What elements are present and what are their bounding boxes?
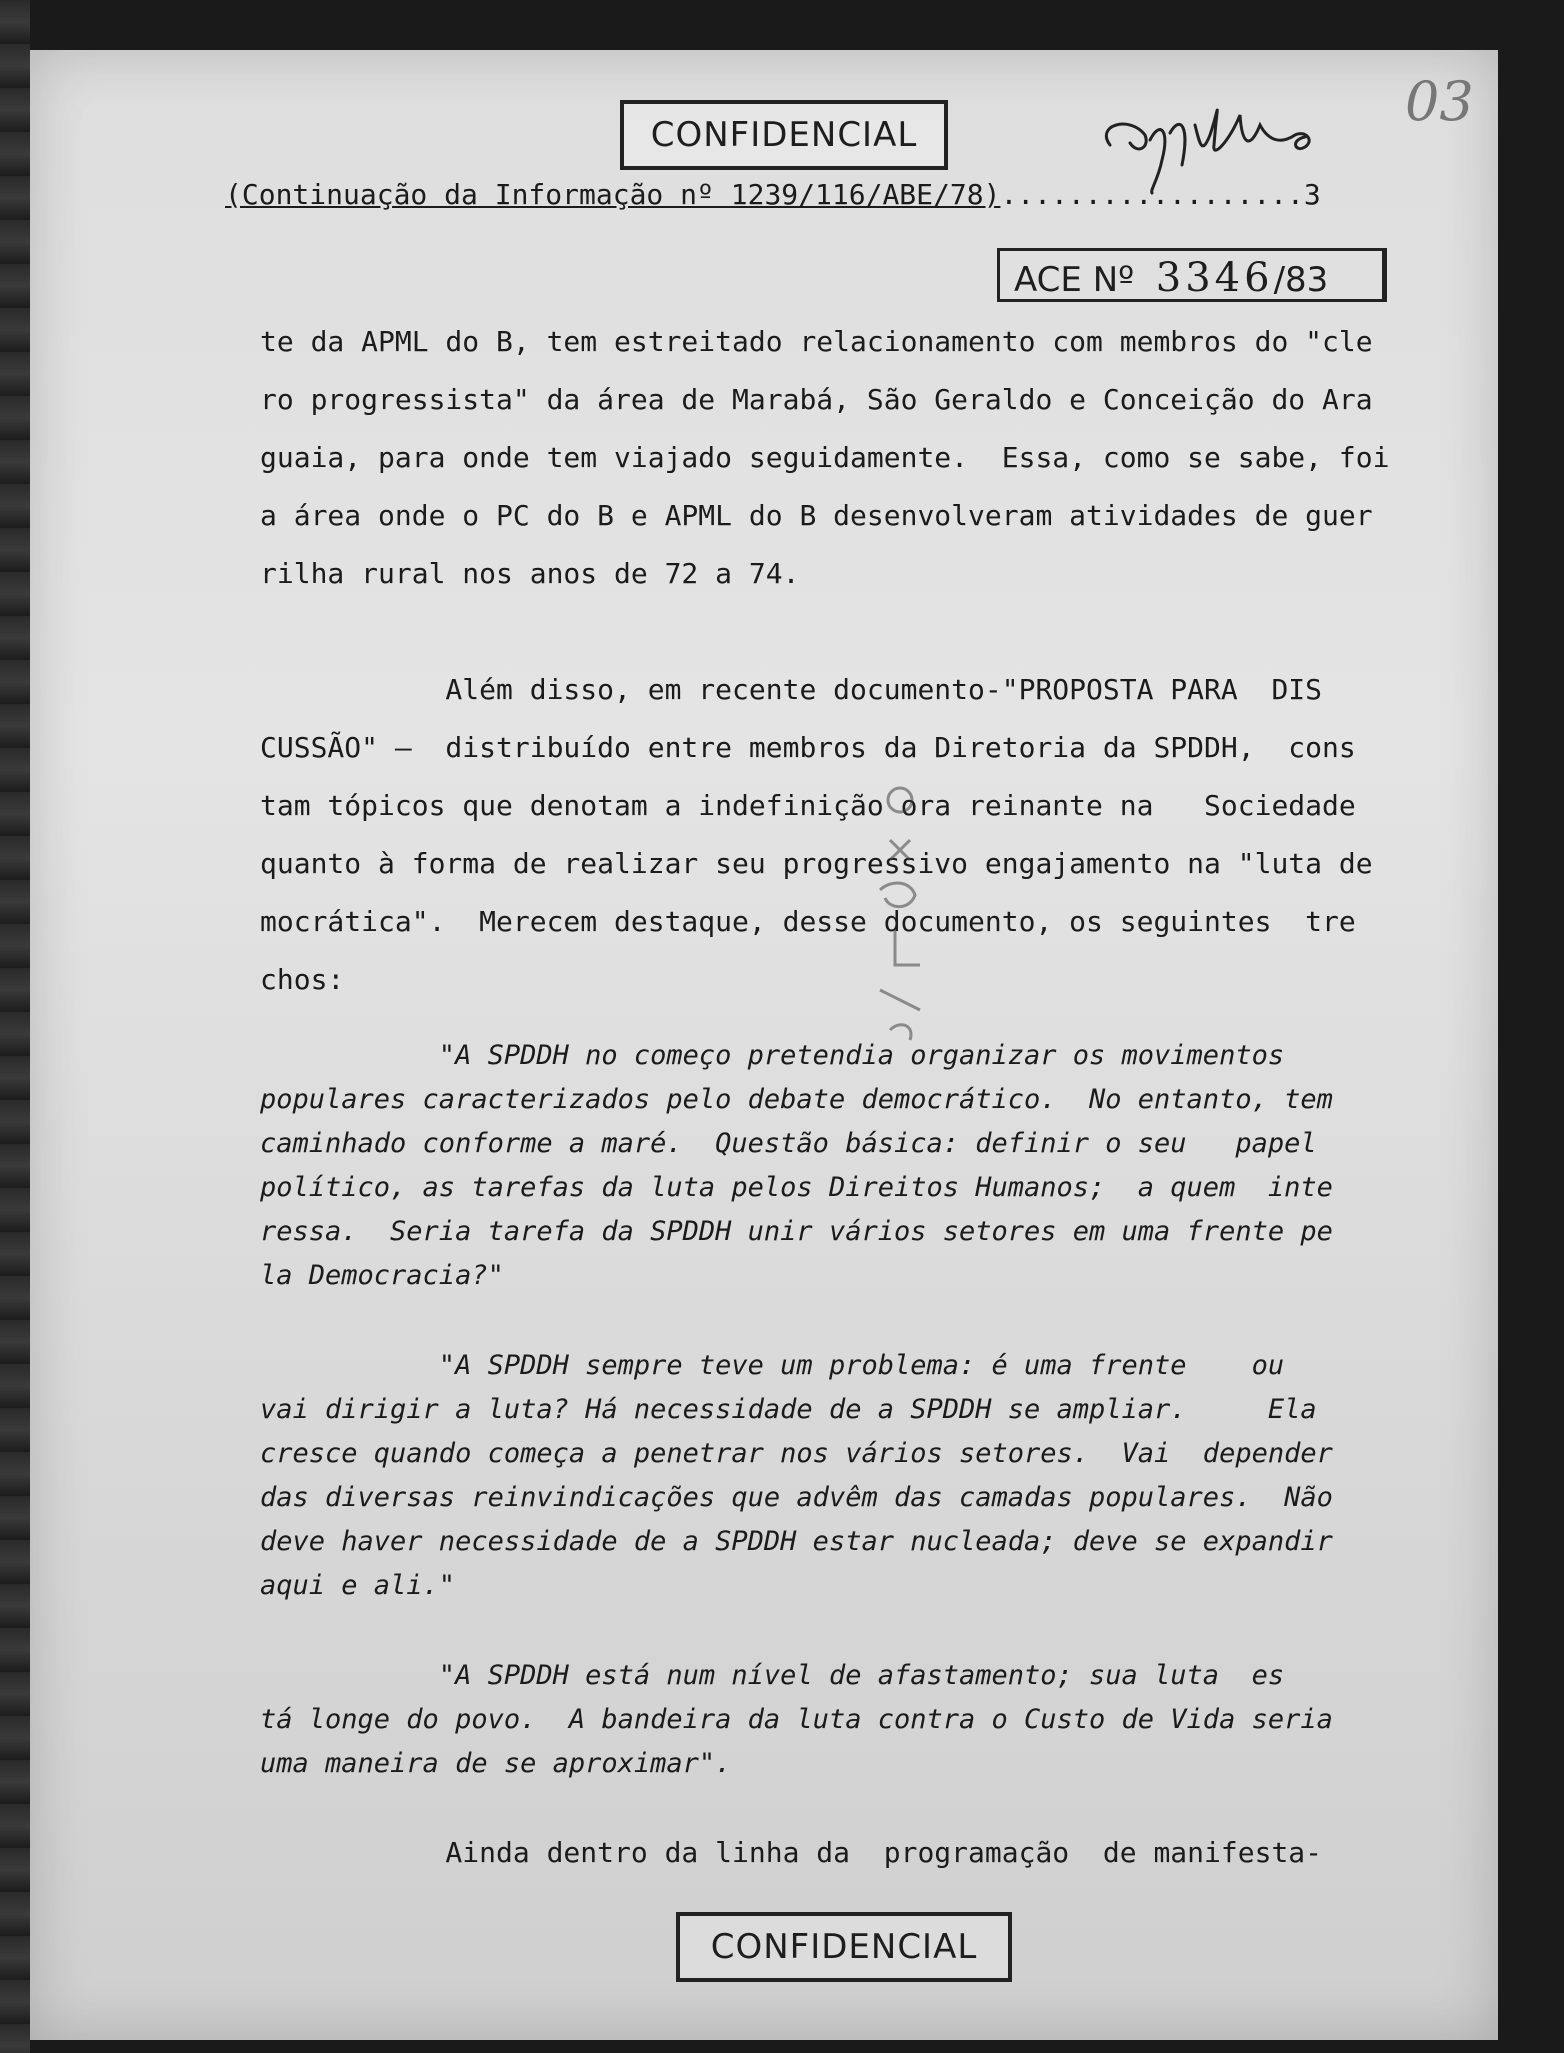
ace-number: 3346 [1155, 255, 1274, 301]
quote-3-line: uma maneira de se aproximar". [260, 1748, 732, 1779]
quote-2-line: vai dirigir a luta? Há necessidade de a SPDDH se ampliar. Ela [260, 1394, 1317, 1425]
ace-label: ACE Nº [1014, 260, 1135, 300]
paragraph-1-line: rilha rural nos anos de 72 a 74. [260, 557, 800, 590]
paragraph-2-line: mocrática". Merecem destaque, desse documento, os seguintes tre [260, 905, 1356, 938]
handwritten-page-mark: 03 [1405, 70, 1474, 133]
faint-stamp-mark [820, 780, 980, 1060]
quote-1-line: político, as tarefas da luta pelos Direitos Humanos; a quem inte [260, 1172, 1333, 1203]
paragraph-2-line: tam tópicos que denotam a indefinição ora reinante na Sociedade [260, 789, 1356, 822]
quote-1-line: populares caracterizados pelo debate democrático. No entanto, tem [260, 1084, 1333, 1115]
ace-year: /83 [1273, 260, 1329, 300]
quote-1-line: caminhado conforme a maré. Questão básica: definir o seu papel [260, 1128, 1317, 1159]
confidencial-stamp-top: CONFIDENCIAL [620, 100, 948, 170]
ace-number-stamp [997, 248, 1387, 302]
quote-1-line: ressa. Seria tarefa da SPDDH unir vários setores em uma frente pe [260, 1216, 1333, 1247]
page-number: 3 [1303, 178, 1321, 211]
paragraph-2-line: Além disso, em recente documento-"PROPOSTA PARA DIS [260, 673, 1323, 706]
quote-3-line: "A SPDDH está num nível de afastamento; sua luta es [260, 1660, 1285, 1691]
quote-2-line: aqui e ali." [260, 1570, 456, 1601]
quote-1-line: la Democracia?" [260, 1260, 504, 1291]
paragraph-3-line: Ainda dentro da linha da programação de manifesta- [260, 1836, 1323, 1869]
quote-2-line: "A SPDDH sempre teve um problema: é uma frente ou [260, 1350, 1285, 1381]
paragraph-2-line: quanto à forma de realizar seu progressivo engajamento na "luta de [260, 847, 1373, 880]
quote-1-line: "A SPDDH no começo pretendia organizar os movimentos [260, 1040, 1285, 1071]
quote-3-line: tá longe do povo. A bandeira da luta contra o Custo de Vida seria [260, 1704, 1333, 1735]
leader-dots: .................. [1000, 178, 1304, 211]
quote-2-line: deve haver necessidade de a SPDDH estar nucleada; deve se expandir [260, 1526, 1333, 1557]
paragraph-2-line: CUSSÃO" — distribuído entre membros da Diretoria da SPDDH, cons [260, 731, 1356, 764]
paragraph-2-line: chos: [260, 963, 345, 996]
continuation-text: (Continuação da Informação nº 1239/116/ABE/78) [225, 178, 1001, 211]
quote-2-line: cresce quando começa a penetrar nos vários setores. Vai depender [260, 1438, 1333, 1469]
continuation-header [225, 178, 1405, 211]
paragraph-1-line: te da APML do B, tem estreitado relacionamento com membros do "cle [260, 325, 1373, 358]
scan-left-edge [0, 0, 30, 2053]
paragraph-1-line: ro progressista" da área de Marabá, São Geraldo e Conceição do Ara [260, 383, 1373, 416]
paragraph-1-line: a área onde o PC do B e APML do B desenvolveram atividades de guer [260, 499, 1373, 532]
paragraph-1-line: guaia, para onde tem viajado seguidamente. Essa, como se sabe, foi [260, 441, 1390, 474]
confidencial-stamp-bottom: CONFIDENCIAL [676, 1912, 1012, 1982]
quote-2-line: das diversas reinvindicações que advêm das camadas populares. Não [260, 1482, 1333, 1513]
